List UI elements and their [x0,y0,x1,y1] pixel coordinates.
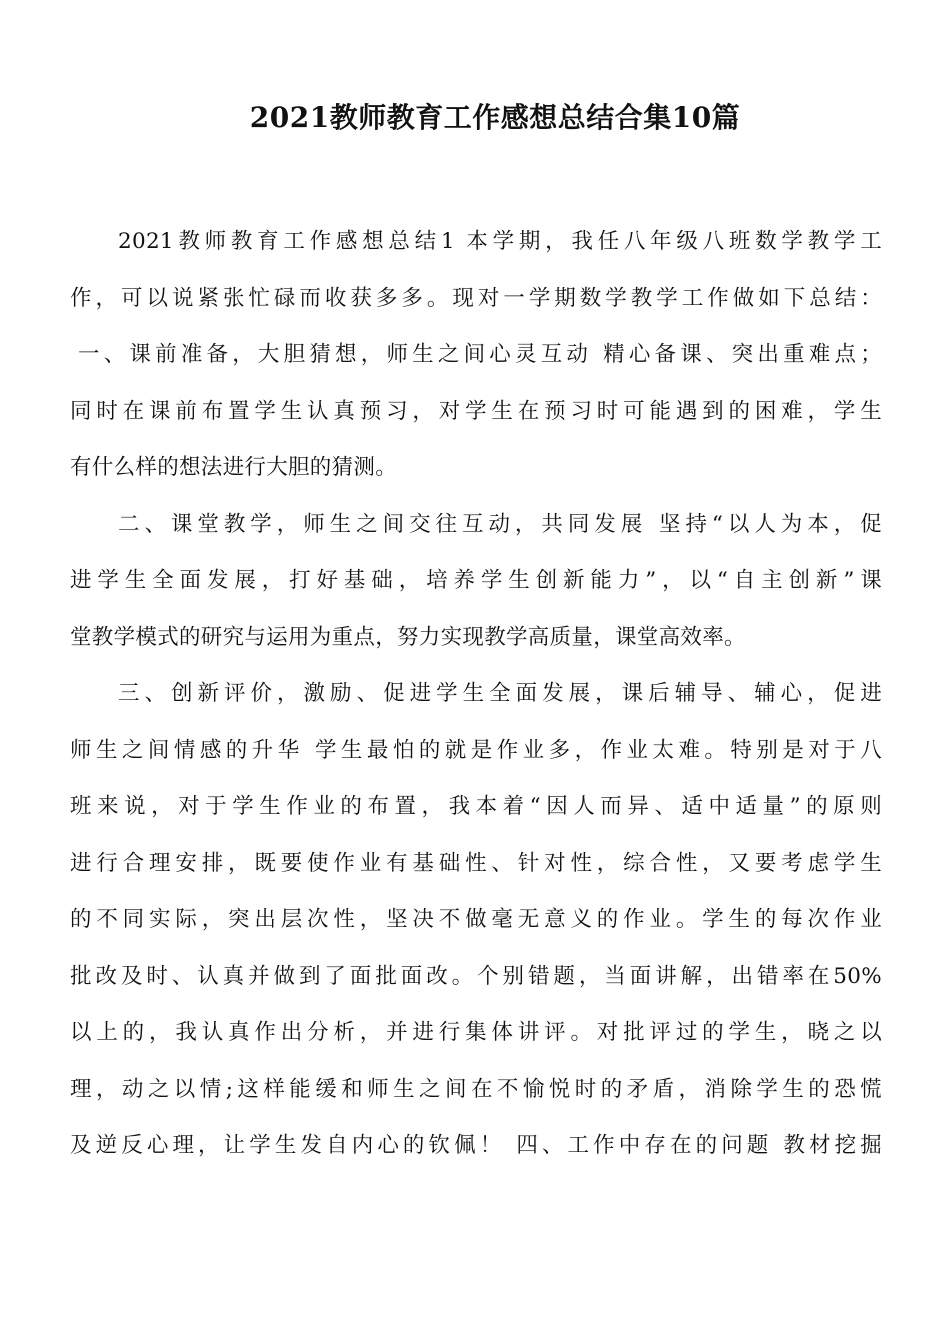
paragraph-line: 的不同实际，突出层次性，坚决不做毫无意义的作业。学生的每次作业 [70,907,882,932]
document-body [70,229,882,1193]
document-title: 2021教师教育工作感想总结合集10篇 [249,101,741,134]
paragraph-line: 理，动之以情;这样能缓和师生之间在不愉悦时的矛盾，消除学生的恐慌 [70,1076,882,1102]
paragraph-line: 班来说，对于学生作业的布置，我本着“因人而异、适中适量”的原则 [70,794,882,819]
paragraph-line: 2021教师教育工作感想总结1 本学期，我任八年级八班数学教学工 [118,229,882,254]
paragraph-line: 二、课堂教学，师生之间交往互动，共同发展 坚持“以人为本，促 [118,511,882,537]
paragraph-line: 批改及时、认真并做到了面批面改。个别错题，当面讲解，出错率在50% [70,963,882,989]
paragraph-line: 一、课前准备，大胆猜想，师生之间心灵互动 精心备课、突出重难点； [78,342,882,367]
paragraph-line: 作，可以说紧张忙碌而收获多多。现对一学期数学教学工作做如下总结： [70,285,882,311]
paragraph-line: 三、创新评价，激励、促进学生全面发展，课后辅导、辅心，促进 [118,681,882,706]
paragraph-line: 进行合理安排，既要使作业有基础性、针对性，综合性，又要考虑学生 [70,850,882,876]
paragraph-line: 堂教学模式的研究与运用为重点，努力实现教学高质量，课堂高效率。 [70,624,746,650]
paragraph-line: 以上的，我认真作出分析，并进行集体讲评。对批评过的学生，晓之以 [70,1020,882,1045]
paragraph-line: 师生之间情感的升华 学生最怕的就是作业多，作业太难。特别是对于八 [70,737,882,763]
paragraph-line: 及逆反心理，让学生发自内心的钦佩！ 四、工作中存在的问题 教材挖掘 [70,1133,882,1158]
paragraph-line: 同时在课前布置学生认真预习，对学生在预习时可能遇到的困难，学生 [70,398,882,424]
paragraph-line: 进学生全面发展，打好基础，培养学生创新能力”，以“自主创新”课 [70,568,882,593]
paragraph-line: 有什么样的想法进行大胆的猜测。 [70,455,398,480]
